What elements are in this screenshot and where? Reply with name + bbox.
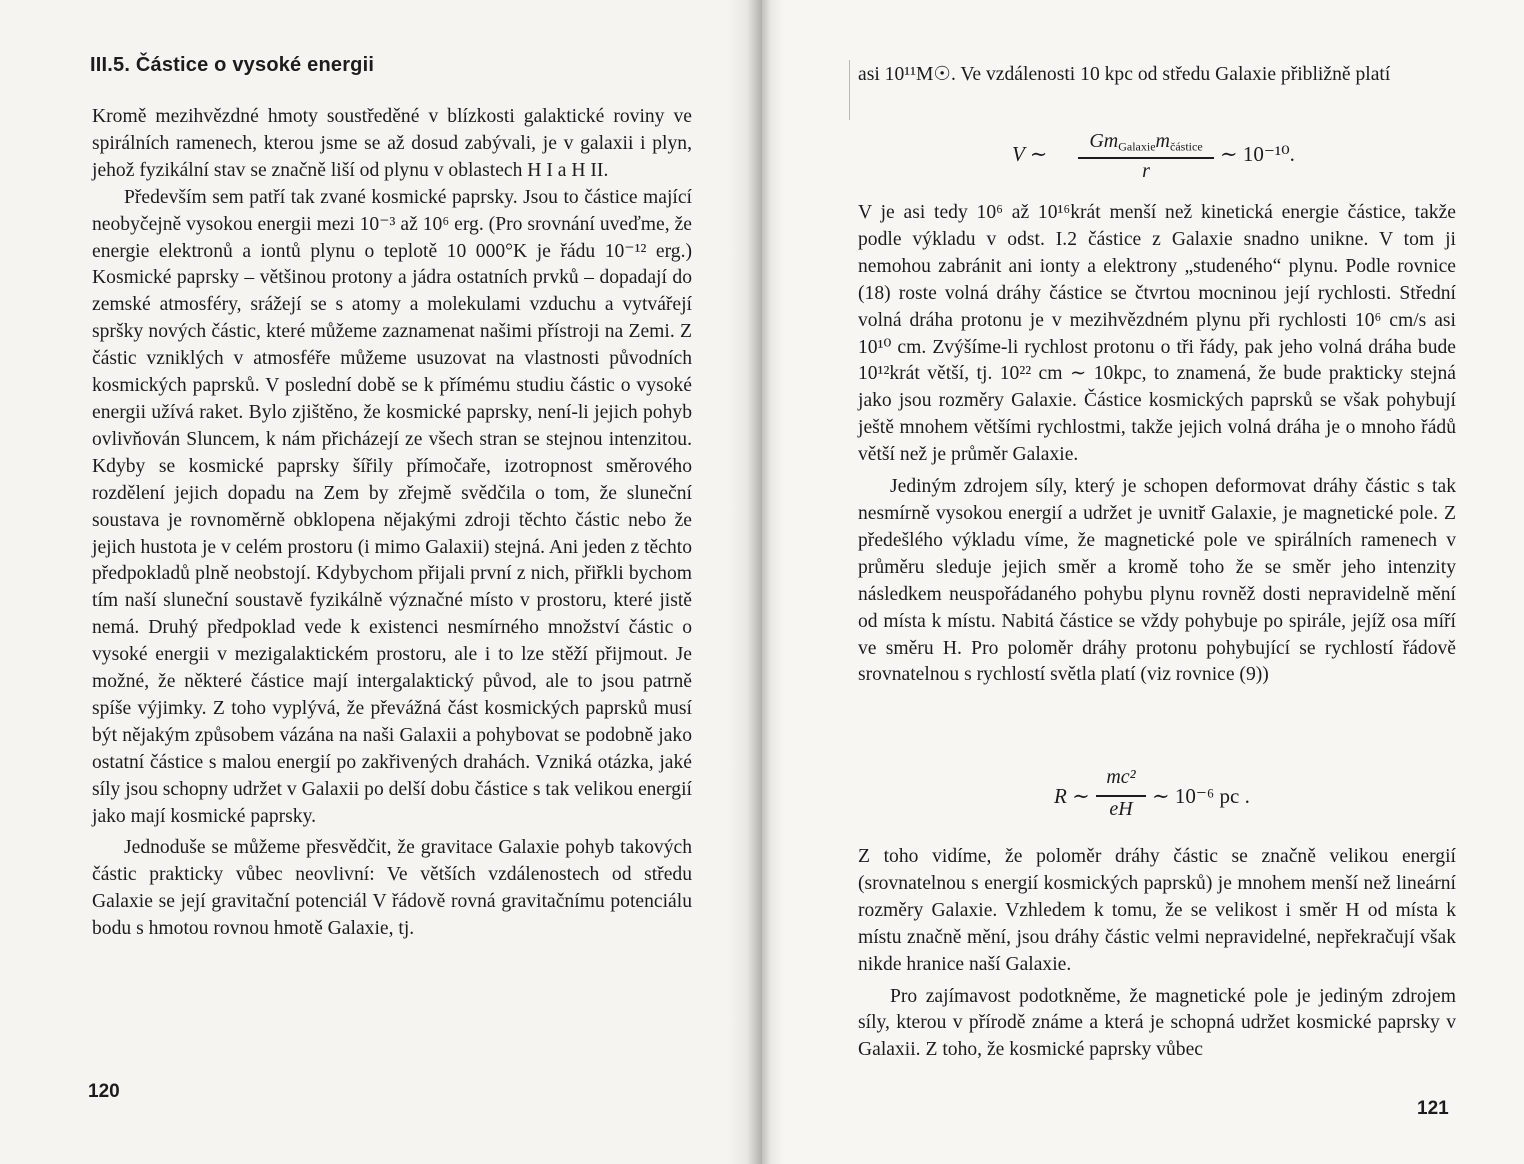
page-edge-mark bbox=[849, 60, 850, 120]
paragraph: Především sem patří tak zvané kosmické paprsky. Jsou to částice mající neobyčejně vysokou energii mezi 10⁻³ až 10⁶ erg. (Pro srovnání uveďme, že energie elektronů a iontů plynu o teplotě 10 000°K je řádu 10⁻¹² erg.) Kosmické paprsky – většinou protony a jádra ostatních prvků – dopadají do zemské atmosféry, srážejí se s atomy a molekulami vzduchu a vytvářejí spršky nových částic, které můžeme zaznamenat našimi přístroji na Zemi. Z částic vzniklých v atmosféře můžeme usuzovat na vlastnosti původních kosmických paprsků. V poslední době se k přímému studiu částic o vysoké energii užívá raket. Bylo zjištěno, že kosmické paprsky, není-li jejich pohyb ovlivňován Sluncem, k nám přicházejí ze všech stran se stejnou intenzitou. Kdyby se kosmické paprsky šířily přímočaře, izotropnost směrového rozdělení jejich dopadu na Zem by zřejmě svědčila o tom, že sluneční soustava je rovnoměrně obklopena nějakými zdroji těchto částic nebo že jejich hustota je v celém prostoru (i mimo Galaxii) stejná. Ani jeden z těchto předpokladů plně neobstojí. Kdybychom přijali první z nich, přiřkli bychom tím naší sluneční soustavě fyzikálně význačné místo v prostoru, které jistě nemá. Druhý předpoklad vede k existenci nesmírného množství částic o vysoké energii v mezigalaktickém prostoru, ale i to lze stěží přijmout. Je možné, že některé částice mají intergalaktický původ, ale to jsou patrně spíše výjimky. Z toho vyplývá, že převážná část kosmických paprsků musí být nějakým způsobem vázána na naši Galaxii a pohybovat se podobně jako ostatní částice s malou energií po zakřivených drahách. Vzniká otázka, jaké síly jsou schopny udržet v Galaxii po delší dobu částice s tak velikou energií jako mají kosmické paprsky. bbox=[92, 186, 692, 827]
paragraph: Z toho vidíme, že poloměr dráhy částic se značně velikou energií (srovnatelnou s energií kosmických paprsků) je mnohem menší než lineární rozměry Galaxie. Vzhledem k tomu, že se velikost i směr H od místa k místu značně mění, jsou dráhy částic velmi nepravidelné, nepřekračují však nikde hranice naší Galaxie. bbox=[858, 846, 1456, 975]
page-number-left: 120 bbox=[88, 1081, 120, 1102]
equation-2-fraction-bar bbox=[1096, 795, 1146, 797]
right-intro-text bbox=[858, 62, 1456, 89]
section-heading: III.5. Částice o vysoké energii bbox=[90, 54, 375, 76]
equation-2-rhs: ∼ 10⁻⁶ pc . bbox=[1152, 784, 1250, 808]
paragraph: asi 10¹¹M☉. Ve vzdálenosti 10 kpc od středu Galaxie přibližně platí bbox=[858, 64, 1391, 85]
right-text-column bbox=[858, 200, 1456, 689]
paragraph: Jednoduše se můžeme přesvědčit, že gravitace Galaxie pohyb takových částic prakticky vůbec neovlivní: Ve větších vzdálenostech od středu Galaxie se její gravitační potenciál V řádově rovná gravitačnímu potenciálu bodu s hmotou rovnou hmotě Galaxie, tj. bbox=[92, 837, 692, 940]
equation-1-numerator: $Gm_{Galaxie}m_{částice}$ bbox=[1089, 130, 1203, 154]
paragraph: Pro zajímavost podotkněme, že magnetické pole je jediným zdrojem síly, kterou v přírodě známe a která je schopná udržet kosmické paprsky v Galaxii. Z toho, že kosmické paprsky vůbec bbox=[858, 985, 1456, 1061]
equation-1-rhs: ∼ 10⁻¹⁰. bbox=[1220, 142, 1295, 166]
gutter-shadow-right bbox=[762, 0, 784, 1164]
right-text-column-end bbox=[858, 844, 1456, 1064]
left-text-column bbox=[92, 104, 692, 943]
gutter-shadow-left bbox=[728, 0, 762, 1164]
paragraph: Jediným zdrojem síly, který je schopen deformovat dráhy částic s tak nesmírně vysokou energií a udržet je uvnitř Galaxie, je magnetické pole. Z předešlého výkladu víme, že magnetické pole ve spirálních ramenech v průměru sleduje jejich směr a kromě toho že se směr jeho intenzity následkem neuspořádaného pohybu plynu rovněž dosti nepravidelně mění od místa k místu. Nabitá částice se vždy pohybuje po spirále, jejíž osa míří ve směru H. Pro poloměr dráhy protonu pohybující se rychlostí řádově srovnatelnou s rychlostí světla platí (viz rovnice (9)) bbox=[858, 476, 1456, 686]
paragraph: Kromě mezihvězdné hmoty soustředěné v blízkosti galaktické roviny ve spirálních ramenech, kterou jsme se až dosud zabývali, je v galaxii i plyn, jehož fyzikální stav se značně liší od plynu v oblastech H I a H II. bbox=[92, 106, 692, 181]
equation-2-lhs: R ∼ bbox=[1054, 784, 1090, 808]
equation-1-lhs: V ∼ bbox=[1012, 142, 1048, 166]
equation-2-numerator: mc² bbox=[1106, 766, 1136, 788]
page-number-right: 121 bbox=[1417, 1098, 1449, 1119]
equation-1-fraction-bar bbox=[1078, 157, 1214, 159]
paragraph: V je asi tedy 10⁶ až 10¹⁶krát menší než kinetická energie částice, takže podle výkladu v odst. I.2 částice z Galaxie snadno unikne. V tom ji nemohou zabránit ani ionty a elektrony „studeného“ plynu. Podle rovnice (18) roste volná dráhy částice se čtvrtou mocninou její rychlosti. Střední volná dráha protonu je v mezihvězdném plynu při rychlosti 10⁶ cm/s asi 10¹⁰ cm. Zvýšíme-li rychlost protonu o tři řády, pak jeho volná dráha bude 10¹²krát větší, tj. 10²² cm ∼ 10kpc, to znamená, že bude prakticky stejná jako jsou rozměry Galaxie. Částice kosmických paprsků se však pohybují ještě mnohem většími rychlostmi, takže jejich volná dráha je o mnoho řádů větší než je průměr Galaxie. bbox=[858, 202, 1456, 466]
equation-2-denominator: eH bbox=[1109, 798, 1133, 820]
equation-1-denominator: r bbox=[1142, 160, 1150, 182]
